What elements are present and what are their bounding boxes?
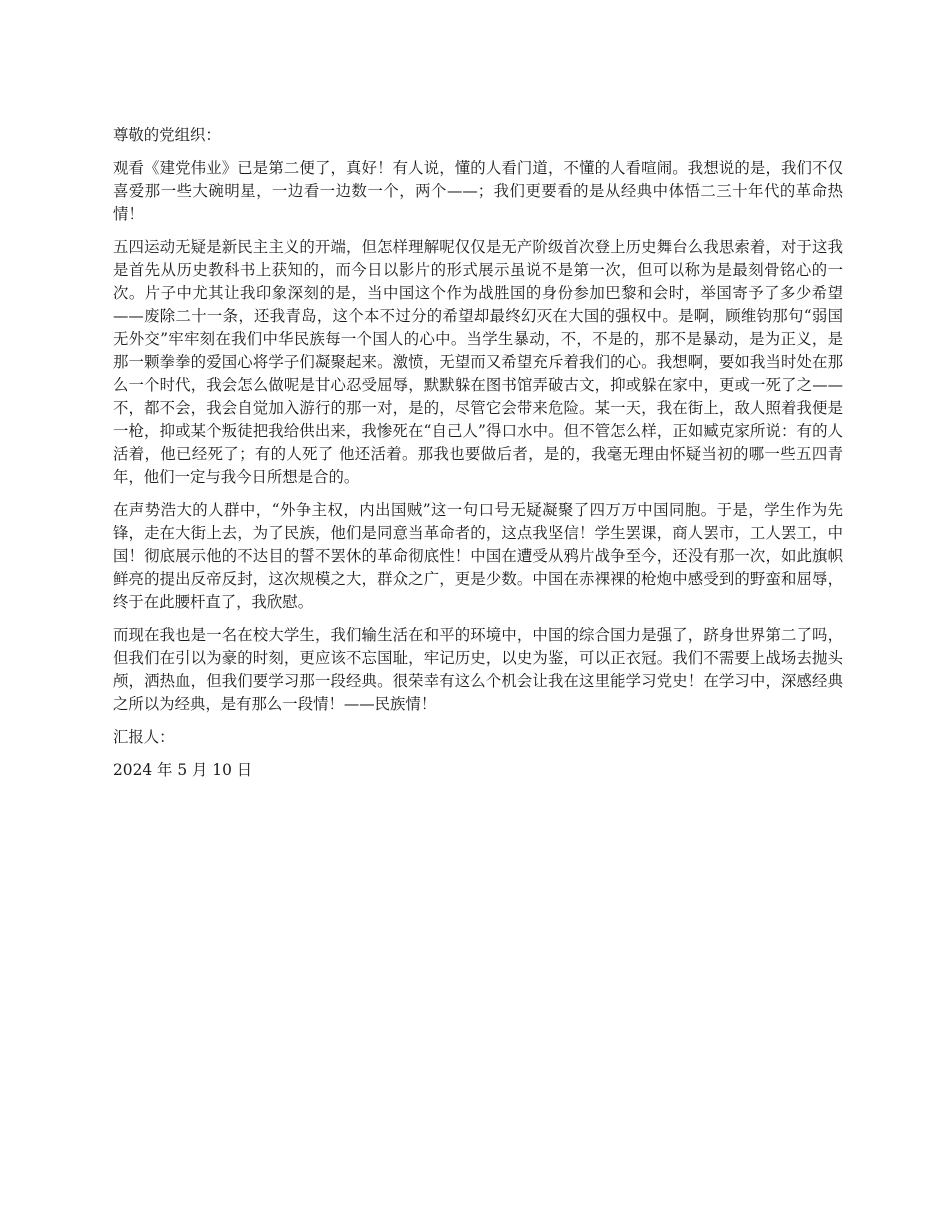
paragraph-4: 而现在我也是一名在校大学生，我们输生活在和平的环境中，中国的综合国力是强了，跻身世界第二了吗，但我们在引以为豪的时刻，更应该不忘国耻，牢记历史，以史为鉴，可以正衣冠。我们不需要上战场去抛头颅，洒热血，但我们要学习那一段经典。很荣幸有这么个机会让我在这里能学习党史！在学习中，深感经典之所以为经典，是有那么一段情！——民族情！ [113, 626, 843, 713]
salutation: 尊敬的党组织： [113, 126, 221, 144]
reporter-label: 汇报人： [113, 728, 175, 746]
report-document [113, 124, 843, 792]
paragraph-2: 五四运动无疑是新民主主义的开端，但怎样理解呢仅仅是无产阶级首次登上历史舞台么我思索着，对于这我是首先从历史教科书上获知的，而今日以影片的形式展示虽说不是第一次，但可以称为是最刻骨铭心的一次。片子中尤其让我印象深刻的是，当中国这个作为战胜国的身份参加巴黎和会时，举国寄予了多少希望——废除二十一条，还我青岛，这个本不过分的希望却最终幻灭在大国的强权中。是啊，顾维钧那句“弱国无外交”牢牢刻在我们中华民族每一个国人的心中。当学生暴动，不，不是的，那不是暴动，是为正义，是那一颗拳拳的爱国心将学子们凝聚起来。激愤，无望而又希望充斥着我们的心。我想啊，要如我当时处在那么一个时代，我会怎么做呢是甘心忍受屈辱，默默躲在图书馆弄破古文，抑或躲在家中，更或一死了之——不，都不会，我会自觉加入游行的那一对，是的，尽管它会带来危险。某一天，我在街上，敌人照着我便是一枪，抑或某个叛徒把我给供出来，我惨死在“自己人”得口水中。但不管怎么样，正如臧克家所说：有的人活着，他已经死了；有的人死了 他还活着。那我也要做后者，是的，我毫无理由怀疑当初的哪一些五四青年，他们一定与我今日所想是合的。 [113, 238, 843, 486]
paragraph-1: 观看《建党伟业》已是第二便了，真好！有人说，懂的人看门道，不懂的人看喧闹。我想说的是，我们不仅喜爱那一些大碗明星，一边看一边数一个，两个——；我们更要看的是从经典中体悟二三十年代的革命热情！ [113, 159, 843, 223]
report-date: 2024 年 5 月 10 日 [113, 761, 253, 779]
paragraph-3: 在声势浩大的人群中，“外争主权，内出国贼”这一句口号无疑凝聚了四万万中国同胞。于是，学生作为先锋，走在大街上去，为了民族，他们是同意当革命者的，这点我坚信！学生罢课，商人罢市，工人罢工，中国！彻底展示他的不达目的誓不罢休的革命彻底性！中国在遭受从鸦片战争至今，还没有那一次，如此旗帜鲜亮的提出反帝反封，这次规模之大，群众之广，更是少数。中国在赤裸裸的枪炮中感受到的野蛮和屈辱，终于在此腰杆直了，我欣慰。 [113, 501, 843, 611]
